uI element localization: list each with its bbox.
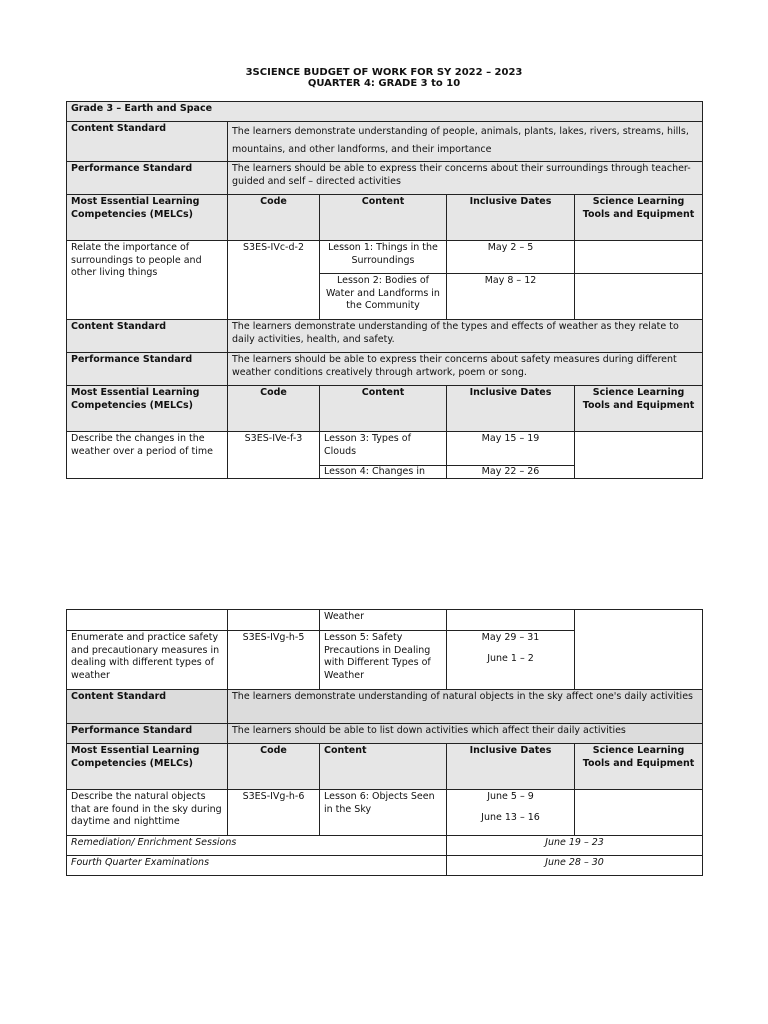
section-title: Grade 3 – Earth and Space [67,102,703,122]
content-standard-row [67,122,703,162]
code-cell: S3ES-IVe-f-3 [228,432,320,479]
tools-cell [575,790,703,836]
header-dates: Inclusive Dates [447,195,575,241]
lesson-cell: Lesson 6: Objects Seen in the Sky [320,790,447,836]
code-cell: S3ES-IVg-h-6 [228,790,320,836]
performance-standard-row [67,353,703,386]
header-row [67,386,703,432]
dates-cell: May 15 – 19 [447,432,575,466]
dates-cell: May 2 – 5 [447,241,575,274]
dates-cell: May 22 – 26 [447,466,575,479]
header-content: Content [320,386,447,432]
remediation-row [67,836,703,856]
dates-cell: May 8 – 12 [447,274,575,320]
tools-cell [575,432,703,479]
dates-line: June 5 – 9 [487,791,534,802]
dates-line: May 29 – 31 [481,632,540,643]
performance-standard-label: Performance Standard [67,162,228,195]
tools-cell [575,274,703,320]
dates-cell [447,790,575,836]
header-content: Content [320,744,447,790]
table-row [67,432,703,466]
header-content: Content [320,195,447,241]
document-title: 3SCIENCE BUDGET OF WORK FOR SY 2022 – 2023 [245,67,523,78]
lesson-cell: Lesson 5: Safety Precautions in Dealing with Different Types of Weather [320,631,447,690]
performance-standard-row [67,724,703,744]
content-standard-text: The learners demonstrate understanding of natural objects in the sky affect one's daily activities [228,690,703,724]
content-standard-text: The learners demonstrate understanding of the types and effects of weather as they relate to daily activities, health, and safety. [228,320,703,353]
header-tools: Science Learning Tools and Equipment [575,744,703,790]
exam-label: Fourth Quarter Examinations [67,856,447,876]
exam-row [67,856,703,876]
header-tools: Science Learning Tools and Equipment [575,386,703,432]
code-cell: S3ES-IVc-d-2 [228,241,320,320]
melc-cell: Describe the changes in the weather over a period of time [67,432,228,479]
remediation-label: Remediation/ Enrichment Sessions [67,836,447,856]
lesson-cell: Weather [320,610,447,631]
section-title-row [67,102,703,122]
performance-standard-label: Performance Standard [67,724,228,744]
exam-dates: June 28 – 30 [447,856,703,876]
content-standard-text: The learners demonstrate understanding of people, animals, plants, lakes, rivers, streams, hills, mountains, and other landforms, and their importance [228,122,703,162]
header-tools: Science Learning Tools and Equipment [575,195,703,241]
melc-cell [67,610,228,631]
header-melcs: Most Essential Learning Competencies (MELCs) [67,195,228,241]
melc-cell: Enumerate and practice safety and precautionary measures in dealing with different types of weather [67,631,228,690]
table-row [67,610,703,631]
header-dates: Inclusive Dates [447,386,575,432]
dates-line: June 1 – 2 [487,652,534,664]
header-melcs: Most Essential Learning Competencies (MELCs) [67,744,228,790]
content-standard-label: Content Standard [67,320,228,353]
melc-cell: Relate the importance of surroundings to people and other living things [67,241,228,320]
dates-cell [447,631,575,690]
performance-standard-text: The learners should be able to express their concerns about safety measures during different weather conditions creatively through artwork, poem or song. [228,353,703,386]
performance-standard-row [67,162,703,195]
code-cell: S3ES-IVg-h-5 [228,631,320,690]
header-melcs: Most Essential Learning Competencies (MELCs) [67,386,228,432]
content-standard-label: Content Standard [67,122,228,162]
header-code: Code [228,744,320,790]
header-dates: Inclusive Dates [447,744,575,790]
tools-cell [575,241,703,274]
code-cell [228,610,320,631]
melc-cell: Describe the natural objects that are found in the sky during daytime and nighttime [67,790,228,836]
lesson-cell: Lesson 3: Types of Clouds [320,432,447,466]
budget-table-part-2 [66,609,703,876]
performance-standard-text: The learners should be able to list down activities which affect their daily activities [228,724,703,744]
content-standard-row [67,690,703,724]
table-row [67,241,703,274]
lesson-cell: Lesson 1: Things in the Surroundings [320,241,447,274]
document-subtitle: QUARTER 4: GRADE 3 to 10 [307,78,461,89]
remediation-dates: June 19 – 23 [447,836,703,856]
header-row [67,195,703,241]
budget-table-part-1 [66,101,703,479]
lesson-cell: Lesson 2: Bodies of Water and Landforms in the Community [320,274,447,320]
content-standard-row [67,320,703,353]
lesson-cell: Lesson 4: Changes in [320,466,447,479]
header-code: Code [228,386,320,432]
table-row [67,790,703,836]
performance-standard-label: Performance Standard [67,353,228,386]
dates-cell [447,610,575,631]
performance-standard-text: The learners should be able to express their concerns about their surroundings through teacher-guided and self – directed activities [228,162,703,195]
content-standard-label: Content Standard [67,690,228,724]
tools-cell [575,610,703,690]
header-row [67,744,703,790]
dates-line: June 13 – 16 [481,811,540,823]
header-code: Code [228,195,320,241]
